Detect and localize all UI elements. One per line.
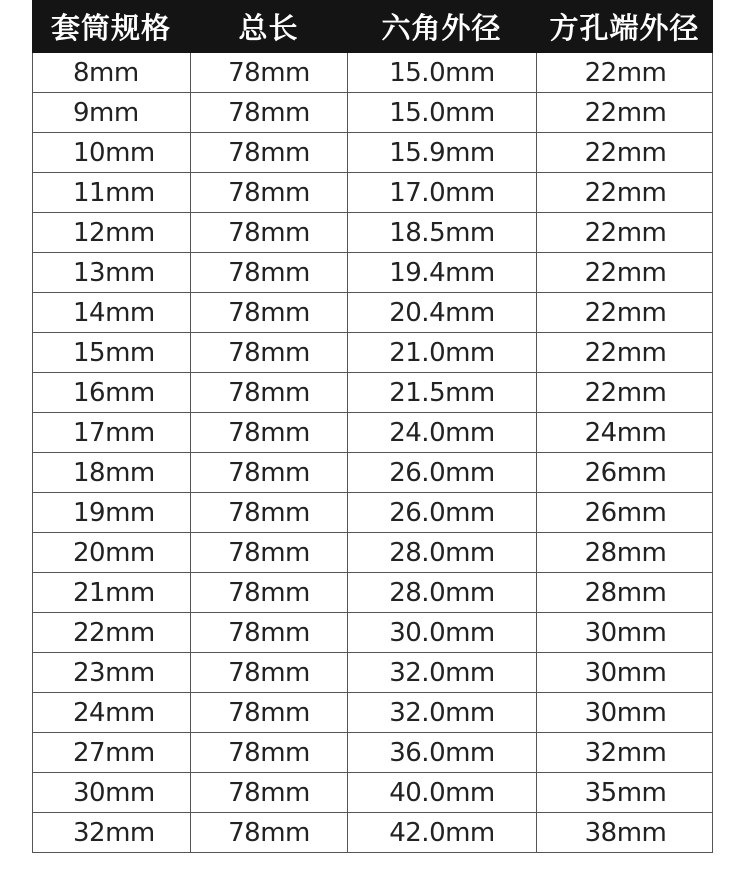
table-row: [33, 373, 712, 413]
cell-hex-outer-diameter: 17.0mm: [348, 173, 537, 212]
cell-total-length: 78mm: [191, 53, 348, 92]
cell-square-end-outer-diameter: 22mm: [584, 257, 667, 288]
cell-total-length: 78mm: [191, 573, 348, 612]
table-row: [33, 613, 712, 653]
cell-socket-size: 19mm: [33, 493, 191, 532]
spec-table: [32, 0, 713, 853]
cell-hex-outer-diameter: 42.0mm: [348, 813, 537, 852]
cell-total-length: 78mm: [191, 773, 348, 812]
table-row: [33, 453, 712, 493]
cell-total-length: 78mm: [191, 373, 348, 412]
cell-square-end-outer-diameter: 28mm: [584, 577, 667, 608]
cell-socket-size: 30mm: [33, 773, 191, 812]
cell-socket-size: 8mm: [33, 53, 191, 92]
table-row: [33, 773, 712, 813]
cell-hex-outer-diameter: 32.0mm: [348, 693, 537, 732]
cell-total-length: 78mm: [191, 253, 348, 292]
table-body: [32, 53, 713, 853]
table-row: [33, 733, 712, 773]
cell-socket-size: 13mm: [33, 253, 191, 292]
table-row: [33, 93, 712, 133]
cell-socket-size: 32mm: [33, 813, 191, 852]
table-row: [33, 333, 712, 373]
cell-hex-outer-diameter: 21.0mm: [348, 333, 537, 372]
cell-square-end-outer-diameter: 22mm: [584, 137, 667, 168]
header-socket-size: 套筒规格: [50, 11, 171, 45]
cell-hex-outer-diameter: 26.0mm: [348, 453, 537, 492]
cell-socket-size: 11mm: [33, 173, 191, 212]
header-square-end-outer-diameter: 方孔端外径: [549, 11, 700, 45]
table-row: [33, 493, 712, 533]
cell-total-length: 78mm: [191, 293, 348, 332]
table-row: [33, 653, 712, 693]
cell-socket-size: 27mm: [33, 733, 191, 772]
cell-square-end-outer-diameter: 22mm: [584, 177, 667, 208]
cell-hex-outer-diameter: 40.0mm: [348, 773, 537, 812]
cell-hex-outer-diameter: 26.0mm: [348, 493, 537, 532]
cell-socket-size: 18mm: [33, 453, 191, 492]
cell-socket-size: 23mm: [33, 653, 191, 692]
cell-socket-size: 22mm: [33, 613, 191, 652]
table-row: [33, 133, 712, 173]
table-row: [33, 213, 712, 253]
cell-square-end-outer-diameter: 22mm: [584, 337, 667, 368]
cell-hex-outer-diameter: 18.5mm: [348, 213, 537, 252]
cell-total-length: 78mm: [191, 453, 348, 492]
cell-hex-outer-diameter: 32.0mm: [348, 653, 537, 692]
table-row: [33, 173, 712, 213]
cell-hex-outer-diameter: 28.0mm: [348, 533, 537, 572]
cell-total-length: 78mm: [191, 693, 348, 732]
table-row: [33, 813, 712, 853]
cell-total-length: 78mm: [191, 333, 348, 372]
cell-total-length: 78mm: [191, 533, 348, 572]
cell-socket-size: 20mm: [33, 533, 191, 572]
cell-hex-outer-diameter: 15.0mm: [348, 53, 537, 92]
cell-hex-outer-diameter: 30.0mm: [348, 613, 537, 652]
cell-total-length: 78mm: [191, 493, 348, 532]
cell-socket-size: 24mm: [33, 693, 191, 732]
cell-total-length: 78mm: [191, 653, 348, 692]
cell-square-end-outer-diameter: 26mm: [584, 457, 667, 488]
cell-socket-size: 15mm: [33, 333, 191, 372]
cell-hex-outer-diameter: 36.0mm: [348, 733, 537, 772]
cell-total-length: 78mm: [191, 173, 348, 212]
cell-square-end-outer-diameter: 22mm: [584, 57, 667, 88]
table-row: [33, 293, 712, 333]
cell-socket-size: 16mm: [33, 373, 191, 412]
cell-hex-outer-diameter: 20.4mm: [348, 293, 537, 332]
cell-square-end-outer-diameter: 35mm: [584, 777, 667, 808]
header-hex-outer-diameter: 六角外径: [381, 11, 502, 45]
cell-hex-outer-diameter: 19.4mm: [348, 253, 537, 292]
cell-socket-size: 10mm: [33, 133, 191, 172]
cell-square-end-outer-diameter: 22mm: [584, 217, 667, 248]
cell-hex-outer-diameter: 21.5mm: [348, 373, 537, 412]
cell-square-end-outer-diameter: 38mm: [584, 817, 667, 848]
table-row: [33, 53, 712, 93]
cell-square-end-outer-diameter: 30mm: [584, 617, 667, 648]
table-row: [33, 693, 712, 733]
cell-total-length: 78mm: [191, 213, 348, 252]
table-row: [33, 253, 712, 293]
cell-socket-size: 17mm: [33, 413, 191, 452]
table-row: [33, 573, 712, 613]
table-row: [33, 533, 712, 573]
cell-socket-size: 21mm: [33, 573, 191, 612]
cell-square-end-outer-diameter: 22mm: [584, 297, 667, 328]
table-row: [33, 413, 712, 453]
cell-socket-size: 12mm: [33, 213, 191, 252]
cell-total-length: 78mm: [191, 813, 348, 852]
cell-hex-outer-diameter: 24.0mm: [348, 413, 537, 452]
cell-socket-size: 9mm: [33, 93, 191, 132]
cell-total-length: 78mm: [191, 413, 348, 452]
cell-square-end-outer-diameter: 30mm: [584, 657, 667, 688]
cell-total-length: 78mm: [191, 133, 348, 172]
cell-square-end-outer-diameter: 22mm: [584, 377, 667, 408]
cell-hex-outer-diameter: 28.0mm: [348, 573, 537, 612]
cell-square-end-outer-diameter: 28mm: [584, 537, 667, 568]
cell-socket-size: 14mm: [33, 293, 191, 332]
cell-square-end-outer-diameter: 26mm: [584, 497, 667, 528]
cell-square-end-outer-diameter: 24mm: [584, 417, 667, 448]
cell-hex-outer-diameter: 15.9mm: [348, 133, 537, 172]
cell-square-end-outer-diameter: 32mm: [584, 737, 667, 768]
cell-square-end-outer-diameter: 30mm: [584, 697, 667, 728]
header-total-length: 总长: [238, 11, 299, 45]
cell-total-length: 78mm: [191, 613, 348, 652]
cell-total-length: 78mm: [191, 733, 348, 772]
table-header: [32, 0, 713, 53]
cell-square-end-outer-diameter: 22mm: [584, 97, 667, 128]
cell-hex-outer-diameter: 15.0mm: [348, 93, 537, 132]
cell-total-length: 78mm: [191, 93, 348, 132]
